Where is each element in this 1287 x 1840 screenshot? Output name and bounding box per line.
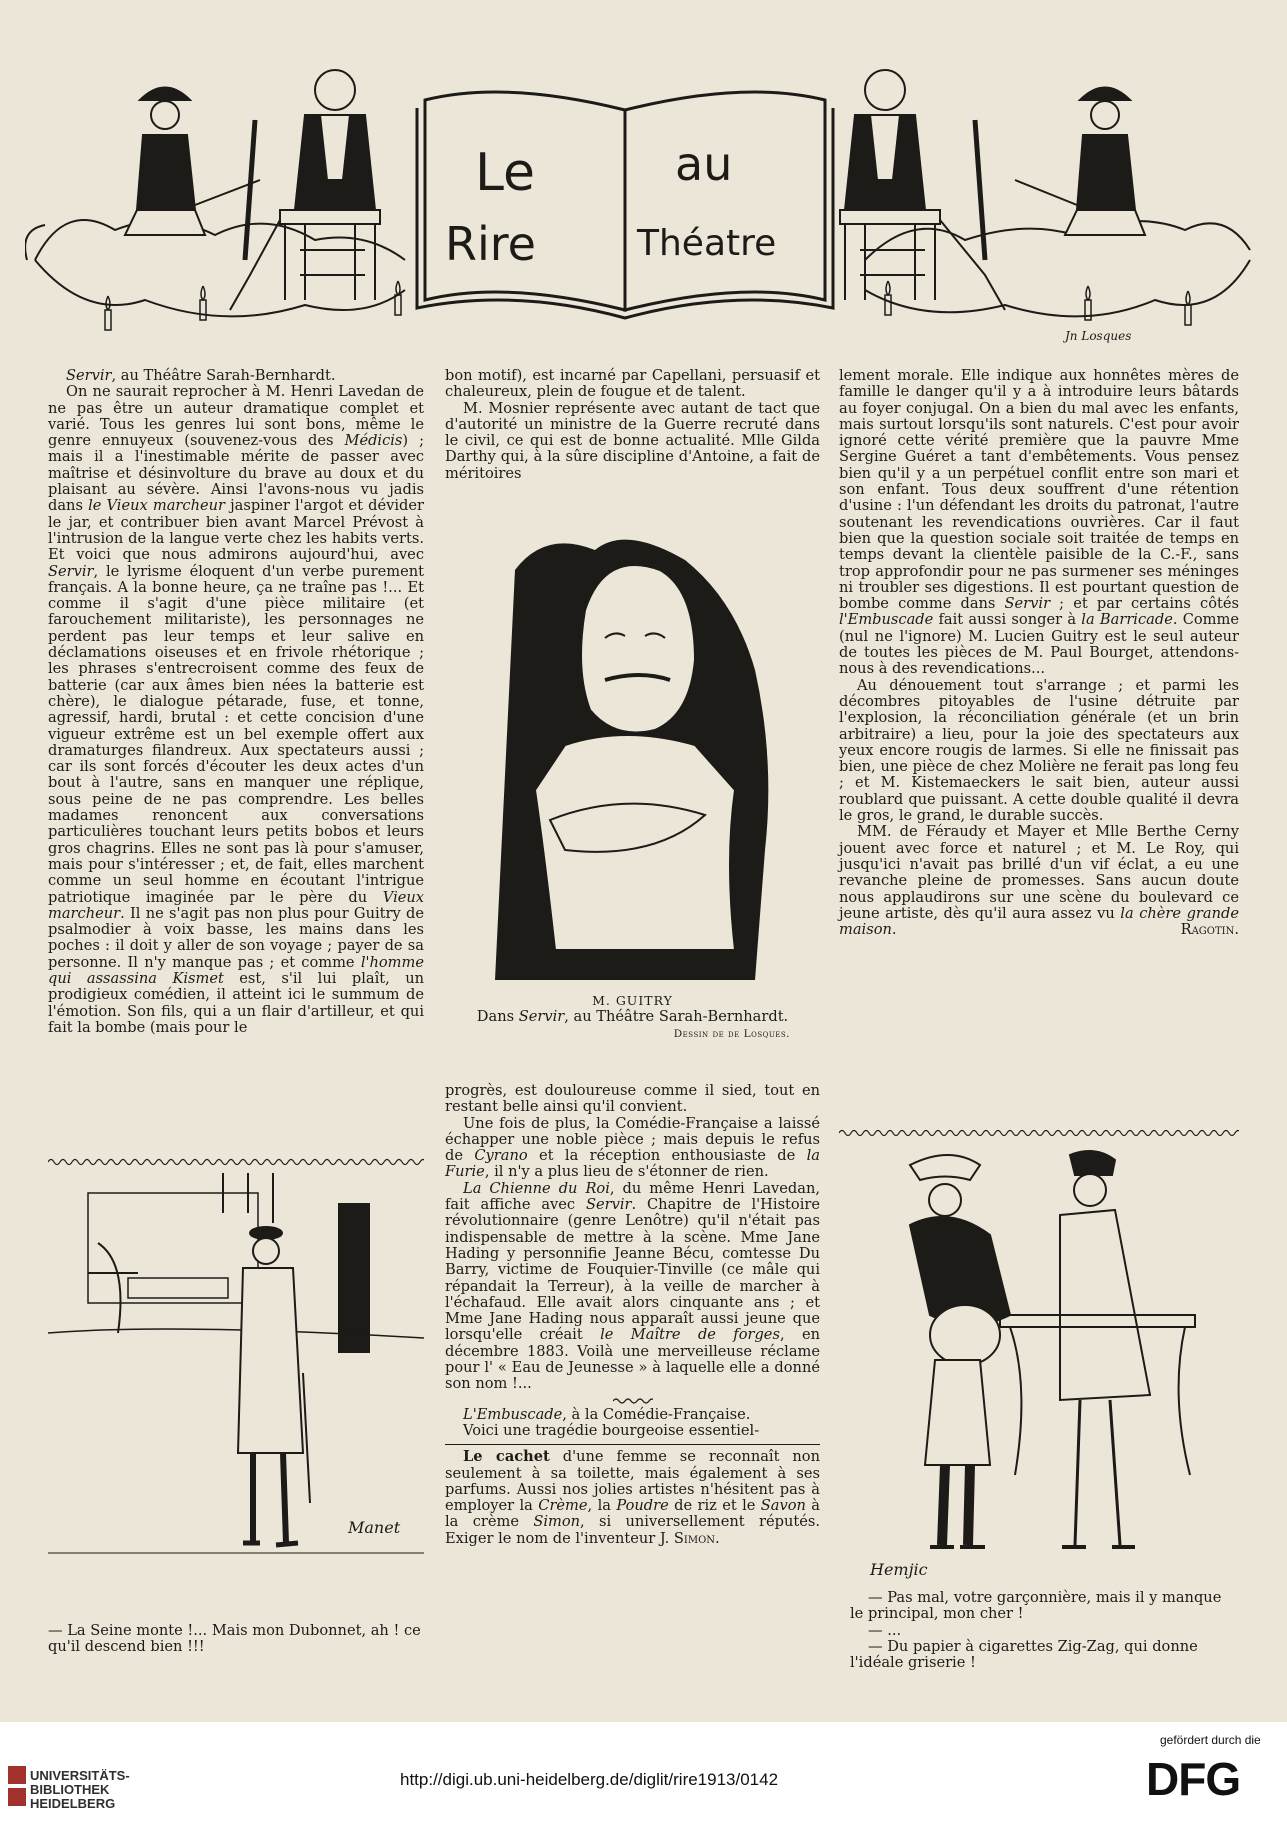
article-paragraph: MM. de Féraudy et Mayer et Mlle Berthe Cerny jouent avec force et naturel ; et M. Le Roy, qui jusqu'ici n'avait pas brillé d'un vif éclat, a eu une revanche pleine de promesses. Sans aucun doute nous applaudirons sur une scène du boulevard ce jeune artiste, dès qu'il aura assez vu la chère grande maison. Ragotin. [839, 823, 1239, 939]
banner-title-le: Le [475, 143, 536, 203]
article-paragraph: Voici une tragédie bourgeoise essentiel- [463, 1421, 760, 1439]
dfg-logo: DFG [1146, 1753, 1241, 1805]
portrait-subcaption: Dans Servir, au Théâtre Sarah-Bernhardt. [476, 1008, 789, 1026]
article-paragraph: bon motif), est incarné par Capellani, persuasif et chaleureux, plein de fougue et de talent. [445, 367, 820, 401]
wavy-divider [839, 1128, 1239, 1138]
source-url-link[interactable]: http://digi.ub.uni-heidelberg.de/diglit/rire1913/0142 [400, 1770, 779, 1789]
cartoon-right-caption-line1: — Pas mal, votre garçonnière, mais il y manque le principal, mon cher ! [850, 1589, 1222, 1623]
banner-title-au: au [675, 137, 733, 191]
section-rule [445, 1444, 820, 1445]
article-paragraph: Une fois de plus, la Comédie-Française a laissé échapper une noble pièce ; mais depuis le refus de Cyrano et la réception enthousiaste de la Furie, il n'y a plus lieu de s'étonner de rien. [445, 1114, 820, 1181]
portrait-name: M. GUITRY [592, 993, 673, 1008]
cartoon-right-signature: Hemjic [870, 1560, 928, 1579]
portrait-guitry-illustration [455, 530, 810, 980]
cartoon-right-caption [850, 1590, 1235, 1671]
university-logo-icon [8, 1766, 26, 1808]
article-paragraph: Au dénouement tout s'arrange ; et parmi les décombres pitoyables de l'usine détruite par l'explosion, la réconciliation générale (et un brin arbitraire) a lieu, pour la joie des spectateurs aux yeux encore rougis de larmes. Si elle ne finissait pas bien, une pièce de chez Molière ne ferait pas long feu ; et M. Kistemaeckers le sait bien, auteur aussi roublard que puissant. A cette double qualité il devra le gros, le grand, le durable succès. [839, 676, 1239, 825]
small-wavy-divider [445, 1393, 820, 1407]
banner-title-theatre: Théatre [637, 223, 777, 264]
article-paragraph: progrès, est douloureuse comme il sied, tout en restant belle ainsi qu'il convient. [445, 1082, 820, 1116]
cartoon-seine-illustration [48, 1173, 424, 1613]
funded-by-label: gefördert durch die [1160, 1733, 1261, 1747]
article-heading-servir: Servir, au Théâtre Sarah-Bernhardt. [66, 367, 336, 384]
cartoon-right-caption-line3: — Du papier à cigarettes Zig-Zag, qui donne l'idéale griserie ! [850, 1637, 1198, 1672]
column-middle-bottom [445, 1083, 820, 1547]
article-paragraph: On ne saurait reprocher à M. Henri Lavedan de ne pas être un auteur dramatique complet et varié. Tous les genres lui sont bons, même le genre ennuyeux (souvenez-vous des Médicis) ; mais il a l'inestimable mérite de passer avec maîtrise et désinvolture du brave au doux et du plaisant au sévère. Ainsi l'avons-nous vu jadis dans le Vieux marcheur jaspiner l'argot et dévider le jar, et contribuer bien avant Marcel Prévost à l'intrusion de la langue verte chez les habits verts. Et voici que nous admirons aujourd'hui, avec Servir, le lyrisme éloquent d'un verbe purement français. A la bonne heure, ça ne traîne pas !... Et comme il s'agit d'une pièce militaire (et farouchement militariste), les personnages ne perdent pas leur temps et leur salive en déclamations oiseuses et en frivole rhétorique ; les phrases s'entrecroisent comme des feux de batterie (car aux âmes bien nées la batterie est chère), le dialogue pétarade, fuse, et tonne, agressif, hardi, brutal : et cette concision d'une vigueur extrême est un bel exemple offert aux dramaturges filandreux. Aux spectateurs aussi ; car ils sont forcés d'écouter les deux actes d'un bout à l'autre, sans en manquer une réplique, sous peine de ne pas comprendre. Les belles madames renoncent aux conversations particulières touchant leurs petits bobos et leurs gros chagrins. Elles ne sont pas là pour s'amuser, mais pour s'intéresser ; et, de fait, elles marchent comme un seul homme en écoutant l'intrigue patriotique imaginée par le père du Vieux marcheur. Il ne s'agit pas non plus pour Guitry de psalmodier à voix basse, les mains dans les poches : il doit y aller de son voyage ; payer de sa personne. Il n'y manque pas ; et comme l'homme qui assassina Kismet est, s'il lui plaît, un prodigieux comédien, il atteint ici le summum de l'émotion. Son fils, qui a un flair d'artilleur, et qui fait la bombe (mais pour le [48, 383, 424, 1036]
column-middle-top [445, 368, 820, 482]
banner-title-rire: Rire [445, 217, 536, 271]
wavy-divider [48, 1157, 424, 1167]
advertisement-paragraph: Le cachet d'une femme se reconnaît non seulement à sa toilette, mais également à ses parfums. Aussi nos jolies artistes n'hésitent pas à employer la Crème, la Poudre de riz et le Savon à la crème Simon, si universellement réputés. Exiger le nom de l'inventeur J. Simon. [445, 1448, 821, 1547]
portrait-credit: Dessin de de Losques. [673, 1027, 790, 1040]
cartoon-left-caption: — La Seine monte !... Mais mon Dubonnet, ah ! ce qu'il descend bien !!! [48, 1622, 421, 1656]
cartoon-right-caption-line2: — ... [868, 1621, 902, 1639]
article-paragraph: M. Mosnier représente avec autant de tact que d'autorité un ministre de la Guerre recruté dans le civil, ce qui est de bonne actualité. Mlle Gilda Darthy qui, à la sûre discipline d'Antoine, a fait de méritoires [445, 399, 820, 482]
portrait-caption [445, 993, 820, 1042]
article-paragraph: La Chienne du Roi, du même Henri Lavedan, fait affiche avec Servir. Chapitre de l'Histoire révolutionnaire (genre Lenôtre) qu'il n'était pas indispensable de mettre à la scène. Mme Jane Hading y personnifie Jeanne Bécu, comtesse Du Barry, victime de Fouquier-Tinville (ce mâle qui répandait la Terreur), à la veille de marcher à l'échafaud. Elle avait alors cinquante ans ; et Mme Jane Hading nous apparaît aussi jeune que lorsqu'elle créait le Maître de forges, en décembre 1883. Voilà une merveilleuse réclame pour l' « Eau de Jeunesse » à laquelle elle a donné son nom !... [445, 1179, 820, 1393]
article-heading-embuscade: L'Embuscade, à la Comédie-Française. [463, 1405, 751, 1423]
banner-artist-signature: Jn Losques [1065, 329, 1132, 343]
cartoon-left-signature: Manet [348, 1518, 401, 1537]
author-signature: Ragotin. [1180, 921, 1239, 939]
article-paragraph: lement morale. Elle indique aux honnêtes mères de famille le danger qu'il y a à introduire leurs bâtards au foyer conjugal. On a bien du mal avec les enfants, mais surtout lorsqu'ils sont naturels. C'est pour avoir ignoré cette vérité première que la pauvre Mme Sergine Guéret a tant d'embêtements. Vous pensez bien qu'il y a un perpétuel conflit entre son mari et son enfant. Tous deux souffrent d'une rétention d'usine : l'un défendant les droits du patronat, l'autre soutenant les revendications ouvrières. Car il faut bien que la question sociale soit traitée de temps en temps devant la clientèle paisible de la C.-F., sans trop approfondir pour ne pas surmener ses méninges ni troubler ses digestions. Il est pourtant question de bombe comme dans Servir ; et par certains côtés l'Embuscade fait aussi songer à la Barricade. Comme (nul ne l'ignore) M. Lucien Guitry est le seul auteur de toutes les pièces de M. Paul Bourget, attendons-nous à des revendications... [839, 367, 1239, 678]
cartoon-garconniere-illustration [850, 1145, 1235, 1580]
column-right [839, 368, 1239, 938]
university-library-name: UNIVERSITÄTS- BIBLIOTHEK HEIDELBERG [30, 1768, 130, 1811]
banner-illustration [25, 60, 1260, 360]
column-left [48, 368, 424, 1036]
